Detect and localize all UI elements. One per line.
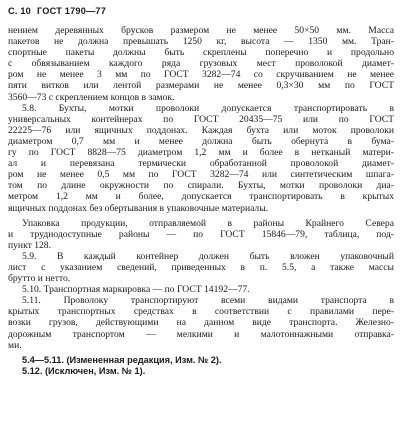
paragraph-5-10 bbox=[8, 284, 394, 295]
text-line: 5.9. В каждый контейнер должен быть вложен упаковочный bbox=[22, 250, 394, 262]
amendment-note: 5.12. (Исключен, Изм. № 1). bbox=[22, 365, 146, 376]
text-line: Упаковка продукции, отправляемой в районы Крайнего Севера bbox=[22, 217, 394, 229]
text-line: лист с указанием сведений, приведенных в п. 5.5, а также массы bbox=[8, 261, 394, 273]
text-line: 22225—76 или ящичных поддонах. Каждая бухта или моток проволоки bbox=[8, 124, 394, 136]
text-line: ящичных поддонах без обертывания в упаковочные материалы. bbox=[8, 202, 269, 214]
text-line: с обвязыванием каждого ряда грузовых мест проволокой диамет- bbox=[8, 58, 394, 70]
text-line: 3560—73 с скреплением концов в замок. bbox=[8, 91, 175, 103]
text-line: ром не менее 0,5 мм по ГОСТ 3282—74 или синтетическим шпага- bbox=[8, 169, 394, 181]
paragraph-5-11 bbox=[8, 295, 394, 350]
text-line: 5.11. Проволоку транспортируют всеми видами транспорта в bbox=[22, 295, 394, 307]
text-line: ром не менее 3 мм по ГОСТ 3282—74 со скручиванием не менее bbox=[8, 69, 394, 81]
text-line: 5.10. Транспортная маркировка — по ГОСТ 14192—77. bbox=[22, 284, 250, 296]
page-header bbox=[8, 6, 394, 16]
amendment-notes bbox=[8, 355, 394, 377]
text-line: диаметром 0,7 мм и менее должна быть обернута в бума- bbox=[8, 135, 394, 147]
text-line: ал и перевязана термически обработанной проволокой диамет- bbox=[8, 158, 394, 170]
document-page bbox=[8, 6, 394, 377]
page-number: С. 10 bbox=[8, 6, 31, 16]
text-line: метром 1,2 мм и более, допускается транспортировать в крытых bbox=[8, 191, 394, 203]
text-line: брутто и нетто. bbox=[8, 273, 71, 285]
text-line: гу по ГОСТ 8828—75 диаметром 1,2 мм и более в нетканый матери- bbox=[8, 147, 394, 159]
paragraph-intro bbox=[8, 25, 394, 103]
text-line: пакетов не должна превышать 1250 кг, высота — 1350 мм. Тран- bbox=[8, 36, 394, 48]
text-line: том по длине окружности по спирали. Бухты, мотки проволоки диа- bbox=[8, 180, 394, 192]
amendment-note: 5.4—5.11. (Измененная редакция, Изм. № 2). bbox=[22, 354, 222, 365]
paragraph-north-regions bbox=[8, 218, 394, 251]
text-line: пункт 128. bbox=[8, 239, 51, 251]
text-line: пяти витков или лентой размерами не менее 0,3×30 мм по ГОСТ bbox=[8, 80, 394, 92]
text-line: возки грузов, действующими на данном виде транспорта. Железно- bbox=[8, 317, 394, 329]
text-line: дорожным транспортом — мелкими и малотоннажными отправка- bbox=[8, 328, 394, 340]
text-line: и труднодоступные районы — по ГОСТ 15846—79, таблица, под- bbox=[8, 228, 394, 240]
text-line: крытых транспортных средствах в соответствии с правилами пере- bbox=[8, 306, 394, 318]
text-line: 5.8. Бухты, мотки проволоки допускается транспортировать в bbox=[22, 102, 394, 114]
text-line: нением деревянных брусков размером не менее 50×50 мм. Масса bbox=[8, 25, 394, 36]
standard-code: ГОСТ 1790—77 bbox=[36, 6, 107, 16]
text-line: ми. bbox=[8, 339, 22, 351]
text-line: универсальных контейнерах по ГОСТ 20435—75 или по ГОСТ bbox=[8, 113, 394, 125]
text-line: спортные пакеты должны быть скреплены поперечно и продольно bbox=[8, 47, 394, 59]
paragraph-5-8 bbox=[8, 103, 394, 214]
paragraph-5-9 bbox=[8, 251, 394, 284]
